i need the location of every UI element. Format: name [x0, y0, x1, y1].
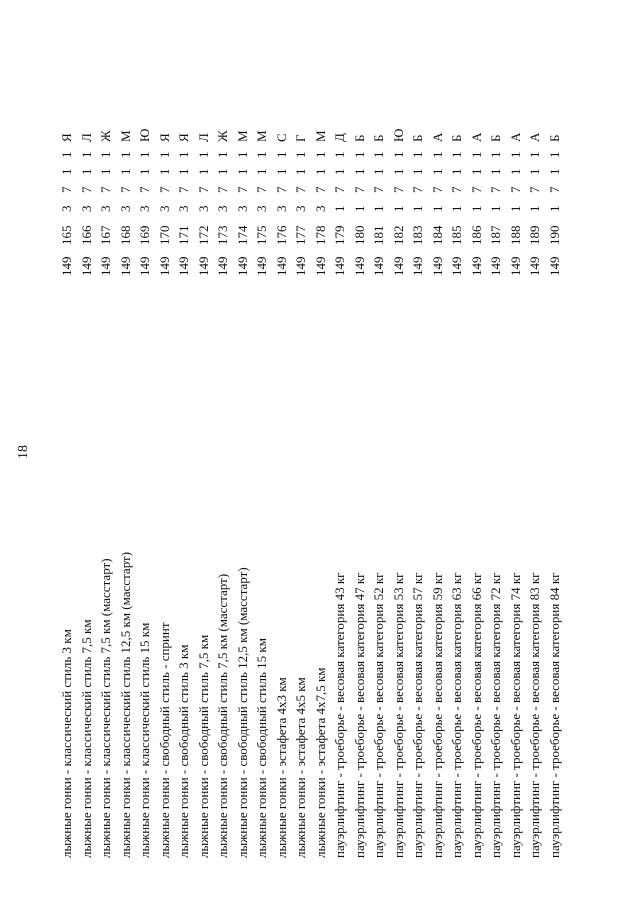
- row-col3: 1: [410, 205, 425, 212]
- row-code: 149: [273, 256, 289, 276]
- row-letter: Б: [410, 134, 425, 142]
- row-col6: 1: [371, 151, 386, 158]
- row-code: 149: [234, 256, 250, 276]
- row-col5: 1: [78, 168, 94, 175]
- row-code: 149: [371, 256, 386, 276]
- row-col5: 1: [410, 168, 425, 175]
- row-col3: 3: [59, 205, 74, 212]
- row-col4: 7: [390, 186, 406, 193]
- row-col6: 1: [137, 151, 152, 158]
- row-letter: Ю: [137, 128, 152, 142]
- row-name: лыжные гонки - свободный стиль 7,5 км: [195, 634, 211, 858]
- row-col5: 1: [156, 168, 172, 175]
- row-col4: 7: [78, 186, 94, 193]
- row-col5: 1: [137, 168, 152, 175]
- row-col3: 1: [449, 205, 464, 212]
- row-number: 170: [156, 225, 172, 245]
- row-name: лыжные гонки - эстафета 4х3 км: [273, 677, 289, 858]
- row-letter: Я: [156, 133, 172, 142]
- row-letter: М: [234, 130, 250, 142]
- row-col6: 1: [195, 151, 211, 158]
- row-name: лыжные гонки - свободный стиль 12,5 км (масстарт): [234, 567, 250, 858]
- row-code: 149: [390, 256, 406, 276]
- row-col6: 1: [332, 151, 347, 158]
- row-letter: М: [117, 130, 133, 142]
- row-number: 187: [488, 225, 503, 245]
- row-col3: 3: [312, 205, 328, 212]
- row-name: пауэрлифтинг - троеборье - весовая категория 43 кг: [332, 572, 347, 858]
- row-code: 149: [488, 256, 503, 276]
- row-name: лыжные гонки - классический стиль 3 км: [59, 629, 74, 858]
- row-letter: Ю: [390, 128, 406, 142]
- row-col4: 7: [507, 186, 523, 193]
- row-number: 181: [371, 225, 386, 245]
- row-code: 149: [215, 256, 230, 276]
- row-col5: 1: [117, 168, 133, 175]
- row-col4: 7: [429, 186, 445, 193]
- row-col6: 1: [410, 151, 425, 158]
- row-number: 183: [410, 225, 425, 245]
- row-code: 149: [293, 256, 308, 276]
- row-col5: 1: [234, 168, 250, 175]
- row-col5: 1: [215, 168, 230, 175]
- row-col4: 7: [332, 186, 347, 193]
- row-code: 149: [176, 256, 191, 276]
- row-col3: 3: [117, 205, 133, 212]
- row-code: 149: [195, 256, 211, 276]
- row-col5: 1: [293, 168, 308, 175]
- row-code: 149: [507, 256, 523, 276]
- row-col6: 1: [449, 151, 464, 158]
- row-col3: 1: [390, 205, 406, 212]
- row-col6: 1: [468, 151, 484, 158]
- row-col6: 1: [234, 151, 250, 158]
- row-col4: 7: [371, 186, 386, 193]
- row-letter: Д: [332, 133, 347, 142]
- row-col4: 7: [410, 186, 425, 193]
- row-col6: 1: [156, 151, 172, 158]
- row-code: 149: [117, 256, 133, 276]
- row-number: 165: [59, 225, 74, 245]
- row-col6: 1: [78, 151, 94, 158]
- row-col6: 1: [176, 151, 191, 158]
- row-name: лыжные гонки - классический стиль 7,5 км: [78, 619, 94, 858]
- row-code: 149: [312, 256, 328, 276]
- row-number: 186: [468, 225, 484, 245]
- row-col4: 7: [176, 186, 191, 193]
- row-name: пауэрлифтинг - троеборье - весовая категория 83 кг: [527, 572, 542, 858]
- row-col6: 1: [429, 151, 445, 158]
- row-col5: 1: [195, 168, 211, 175]
- row-col6: 1: [527, 151, 542, 158]
- row-col3: 3: [137, 205, 152, 212]
- row-col3: 3: [195, 205, 211, 212]
- row-letter: Б: [546, 134, 562, 142]
- row-letter: Г: [293, 134, 308, 142]
- row-col3: 1: [527, 205, 542, 212]
- row-name: пауэрлифтинг - троеборье - весовая категория 74 кг: [507, 572, 523, 858]
- row-col6: 1: [390, 151, 406, 158]
- row-number: 179: [332, 225, 347, 245]
- row-col6: 1: [273, 151, 289, 158]
- row-col3: 1: [371, 205, 386, 212]
- row-number: 190: [546, 225, 562, 245]
- row-letter: А: [527, 132, 542, 142]
- row-col5: 1: [98, 168, 113, 175]
- row-col4: 7: [449, 186, 464, 193]
- row-col3: 1: [507, 205, 523, 212]
- row-col5: 1: [332, 168, 347, 175]
- row-col4: 7: [351, 186, 367, 193]
- row-col6: 1: [312, 151, 328, 158]
- row-col4: 7: [215, 186, 230, 193]
- row-letter: Я: [176, 133, 191, 142]
- row-letter: А: [507, 132, 523, 142]
- row-col3: 3: [78, 205, 94, 212]
- row-letter: Л: [78, 133, 94, 142]
- row-col4: 7: [273, 186, 289, 193]
- row-code: 149: [449, 256, 464, 276]
- row-name: пауэрлифтинг - троеборье - весовая категория 57 кг: [410, 572, 425, 858]
- row-col3: 3: [156, 205, 172, 212]
- row-number: 169: [137, 225, 152, 245]
- row-col6: 1: [98, 151, 113, 158]
- row-number: 180: [351, 225, 367, 245]
- row-letter: С: [273, 133, 289, 142]
- row-col3: 3: [215, 205, 230, 212]
- row-code: 149: [429, 256, 445, 276]
- row-col4: 7: [98, 186, 113, 193]
- row-code: 149: [527, 256, 542, 276]
- row-col3: 3: [98, 205, 113, 212]
- row-letter: Б: [449, 134, 464, 142]
- row-col6: 1: [293, 151, 308, 158]
- row-col5: 1: [371, 168, 386, 175]
- row-letter: М: [254, 130, 269, 142]
- row-col3: 3: [234, 205, 250, 212]
- row-number: 166: [78, 225, 94, 245]
- row-col3: 1: [332, 205, 347, 212]
- row-name: пауэрлифтинг - троеборье - весовая категория 53 кг: [390, 572, 406, 858]
- row-col6: 1: [351, 151, 367, 158]
- row-col5: 1: [176, 168, 191, 175]
- row-code: 149: [98, 256, 113, 276]
- row-code: 149: [351, 256, 367, 276]
- row-col3: 1: [488, 205, 503, 212]
- row-col5: 1: [59, 168, 74, 175]
- row-number: 177: [293, 225, 308, 245]
- row-col4: 7: [312, 186, 328, 193]
- row-name: пауэрлифтинг - троеборье - весовая категория 66 кг: [468, 572, 484, 858]
- row-name: лыжные гонки - эстафета 4х7,5 км: [312, 667, 328, 858]
- row-code: 149: [468, 256, 484, 276]
- row-col5: 1: [546, 168, 562, 175]
- row-col6: 1: [117, 151, 133, 158]
- row-col3: 3: [273, 205, 289, 212]
- row-name: лыжные гонки - свободный стиль 15 км: [254, 638, 269, 858]
- row-name: пауэрлифтинг - троеборье - весовая категория 63 кг: [449, 572, 464, 858]
- row-code: 149: [546, 256, 562, 276]
- row-code: 149: [137, 256, 152, 276]
- row-col4: 7: [117, 186, 133, 193]
- row-name: лыжные гонки - свободный стиль - спринт: [156, 622, 172, 858]
- row-letter: Б: [371, 134, 386, 142]
- row-number: 172: [195, 225, 211, 245]
- row-name: лыжные гонки - эстафета 4х5 км: [293, 677, 308, 858]
- row-col3: 1: [429, 205, 445, 212]
- row-col5: 1: [449, 168, 464, 175]
- row-name: лыжные гонки - свободный стиль 7,5 км (масстарт): [215, 573, 230, 858]
- row-col4: 7: [234, 186, 250, 193]
- row-col6: 1: [59, 151, 74, 158]
- row-number: 173: [215, 225, 230, 245]
- row-col5: 1: [390, 168, 406, 175]
- row-name: пауэрлифтинг - троеборье - весовая категория 47 кг: [351, 572, 367, 858]
- row-col4: 7: [293, 186, 308, 193]
- row-col6: 1: [254, 151, 269, 158]
- row-col3: 3: [176, 205, 191, 212]
- row-col4: 7: [254, 186, 269, 193]
- row-col4: 7: [546, 186, 562, 193]
- row-number: 171: [176, 225, 191, 245]
- row-col5: 1: [507, 168, 523, 175]
- row-col4: 7: [156, 186, 172, 193]
- row-number: 178: [312, 225, 328, 245]
- row-col4: 7: [527, 186, 542, 193]
- row-code: 149: [410, 256, 425, 276]
- row-letter: Ж: [215, 130, 230, 142]
- row-col5: 1: [488, 168, 503, 175]
- row-name: пауэрлифтинг - троеборье - весовая категория 84 кг: [546, 572, 562, 858]
- row-number: 188: [507, 225, 523, 245]
- row-name: лыжные гонки - классический стиль 12,5 км (масстарт): [117, 551, 133, 858]
- row-number: 168: [117, 225, 133, 245]
- row-col3: 1: [546, 205, 562, 212]
- row-number: 182: [390, 225, 406, 245]
- row-number: 175: [254, 225, 269, 245]
- row-col3: 3: [293, 205, 308, 212]
- row-letter: Б: [351, 134, 367, 142]
- row-col6: 1: [546, 151, 562, 158]
- row-code: 149: [332, 256, 347, 276]
- row-col6: 1: [215, 151, 230, 158]
- row-number: 176: [273, 225, 289, 245]
- row-number: 184: [429, 225, 445, 245]
- row-col5: 1: [254, 168, 269, 175]
- row-col3: 1: [351, 205, 367, 212]
- row-letter: Б: [488, 134, 503, 142]
- row-number: 185: [449, 225, 464, 245]
- row-letter: А: [468, 132, 484, 142]
- row-name: пауэрлифтинг - троеборье - весовая категория 59 кг: [429, 572, 445, 858]
- row-col4: 7: [59, 186, 74, 193]
- row-number: 174: [234, 225, 250, 245]
- row-name: лыжные гонки - классический стиль 15 км: [137, 622, 152, 858]
- row-code: 149: [59, 256, 74, 276]
- row-number: 189: [527, 225, 542, 245]
- row-name: пауэрлифтинг - троеборье - весовая категория 52 кг: [371, 572, 386, 858]
- row-name: лыжные гонки - свободный стиль 3 км: [176, 644, 191, 858]
- row-col5: 1: [273, 168, 289, 175]
- row-number: 167: [98, 225, 113, 245]
- row-letter: Ж: [98, 130, 113, 142]
- row-col4: 7: [468, 186, 484, 193]
- row-col4: 7: [195, 186, 211, 193]
- page-number: 18: [16, 445, 31, 459]
- row-letter: Л: [195, 133, 211, 142]
- row-code: 149: [78, 256, 94, 276]
- row-col4: 7: [137, 186, 152, 193]
- row-col4: 7: [488, 186, 503, 193]
- row-col3: 1: [468, 205, 484, 212]
- row-name: лыжные гонки - классический стиль 7,5 км (масстарт): [98, 558, 113, 858]
- row-col5: 1: [312, 168, 328, 175]
- row-col5: 1: [527, 168, 542, 175]
- row-letter: М: [312, 130, 328, 142]
- row-name: пауэрлифтинг - троеборье - весовая категория 72 кг: [488, 572, 503, 858]
- row-col6: 1: [488, 151, 503, 158]
- row-letter: Я: [59, 133, 74, 142]
- row-col5: 1: [429, 168, 445, 175]
- row-col3: 3: [254, 205, 269, 212]
- row-col5: 1: [468, 168, 484, 175]
- row-col6: 1: [507, 151, 523, 158]
- row-code: 149: [156, 256, 172, 276]
- row-col5: 1: [351, 168, 367, 175]
- row-code: 149: [254, 256, 269, 276]
- row-letter: А: [429, 132, 445, 142]
